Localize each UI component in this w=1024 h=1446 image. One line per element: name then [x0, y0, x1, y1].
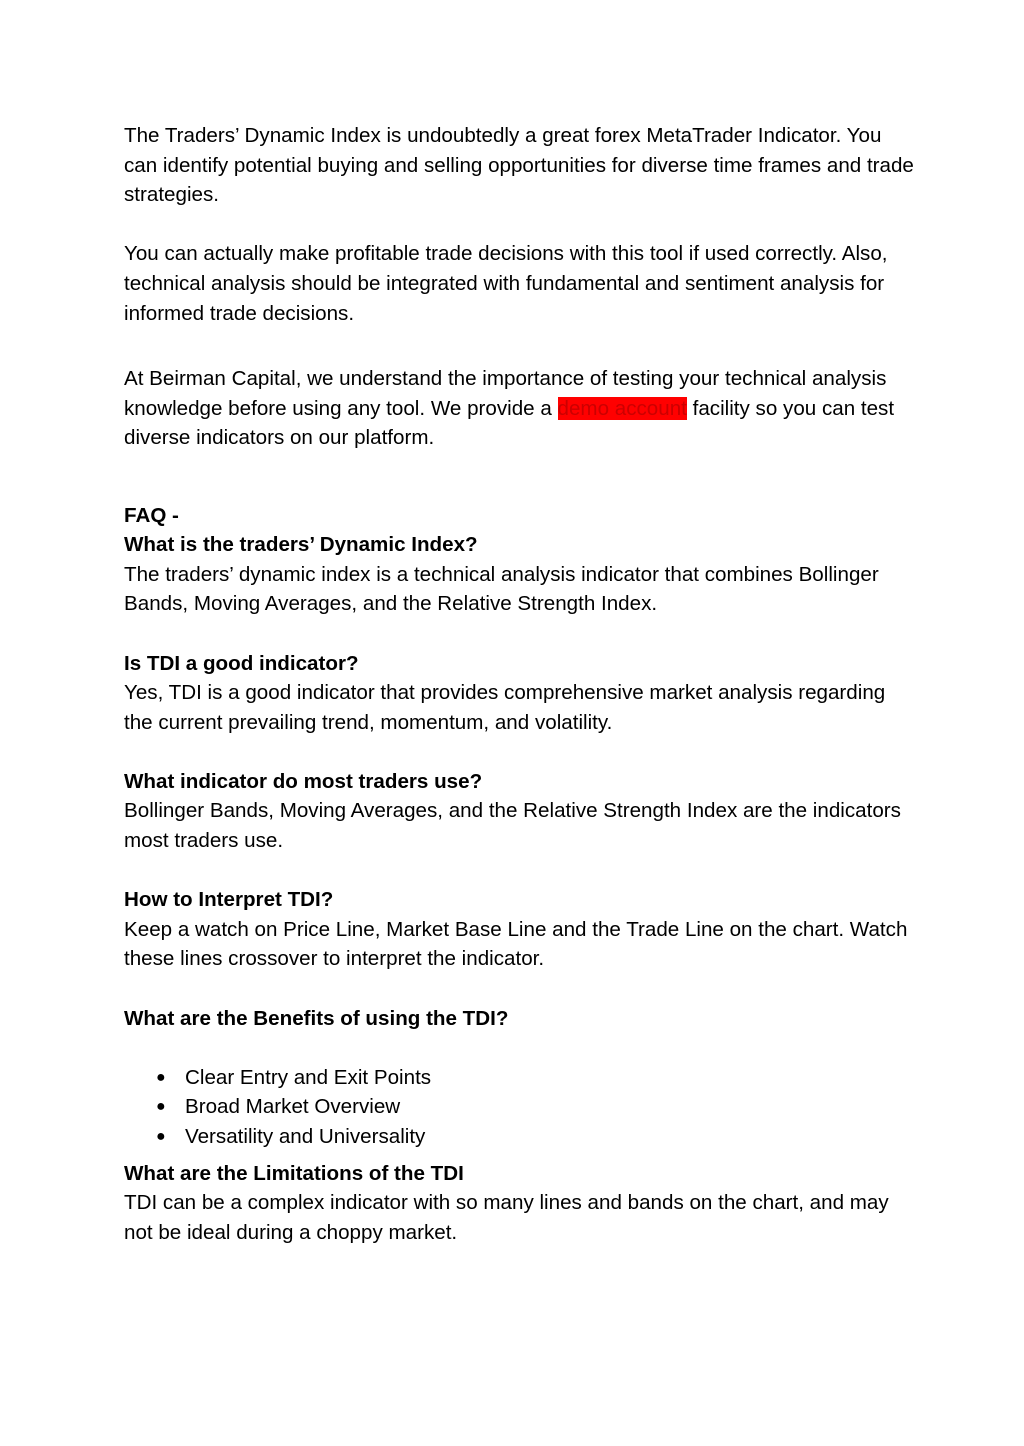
faq-answer-3: Bollinger Bands, Moving Averages, and the Relative Strength Index are the indicators most traders use.: [124, 799, 901, 853]
list-item-label: Broad Market Overview: [185, 1095, 401, 1119]
bullet-icon: ●: [156, 1098, 166, 1116]
intro-paragraph-3: [124, 364, 914, 453]
faq-question-2: Is TDI a good indicator?: [124, 651, 359, 675]
intro-paragraph-2: You can actually make profitable trade decisions with this tool if used correctly. Also, technical analysis should be integrated with fundamental and sentiment analysis for informed trade decisions.: [124, 242, 888, 325]
faq-question-4: How to Interpret TDI?: [124, 888, 334, 912]
faq-answer-2: Yes, TDI is a good indicator that provides comprehensive market analysis regarding the current prevailing trend, momentum, and volatility.: [124, 681, 886, 734]
list-item: [124, 1063, 914, 1093]
faq-answer-4: Keep a watch on Price Line, Market Base Line and the Trade Line on the chart. Watch these lines crossover to interpret the indicator.: [124, 917, 908, 971]
faq-question-6: What are the Limitations of the TDI: [124, 1161, 464, 1185]
bullet-icon: ●: [156, 1068, 166, 1086]
intro-paragraph-3-end: facility so you can test diverse indicators on our platform.: [124, 396, 895, 450]
faq-answer-6: TDI can be a complex indicator with so many lines and bands on the chart, and may not be ideal during a choppy market.: [124, 1191, 889, 1244]
faq-question-1: What is the traders’ Dynamic Index?: [124, 533, 478, 557]
list-item: [124, 1092, 914, 1122]
list-item: [124, 1122, 914, 1152]
faq-title: FAQ -: [124, 503, 179, 527]
benefits-list: [124, 1063, 914, 1152]
demo-account-link[interactable]: demo account: [557, 396, 687, 420]
faq-question-3: What indicator do most traders use?: [124, 769, 483, 793]
intro-paragraph-3-start: At Beirman Capital, we understand the importance of testing your technical analysis knowledge before using any tool. We provide a: [124, 367, 887, 420]
list-item-label: Versatility and Universality: [185, 1125, 426, 1148]
intro-paragraph-1: The Traders’ Dynamic Index is undoubtedly a great forex MetaTrader Indicator. You can identify potential buying and selling opportunities for diverse time frames and trade strategies.: [124, 124, 914, 207]
document-page: [124, 121, 914, 1247]
bullet-icon: ●: [156, 1128, 166, 1145]
faq-answer-1: The traders’ dynamic index is a technical analysis indicator that combines Bollinger Bands, Moving Averages, and the Relative Strength Index.: [124, 562, 879, 616]
faq-question-5: What are the Benefits of using the TDI?: [124, 1006, 509, 1030]
list-item-label: Clear Entry and Exit Points: [185, 1065, 432, 1089]
